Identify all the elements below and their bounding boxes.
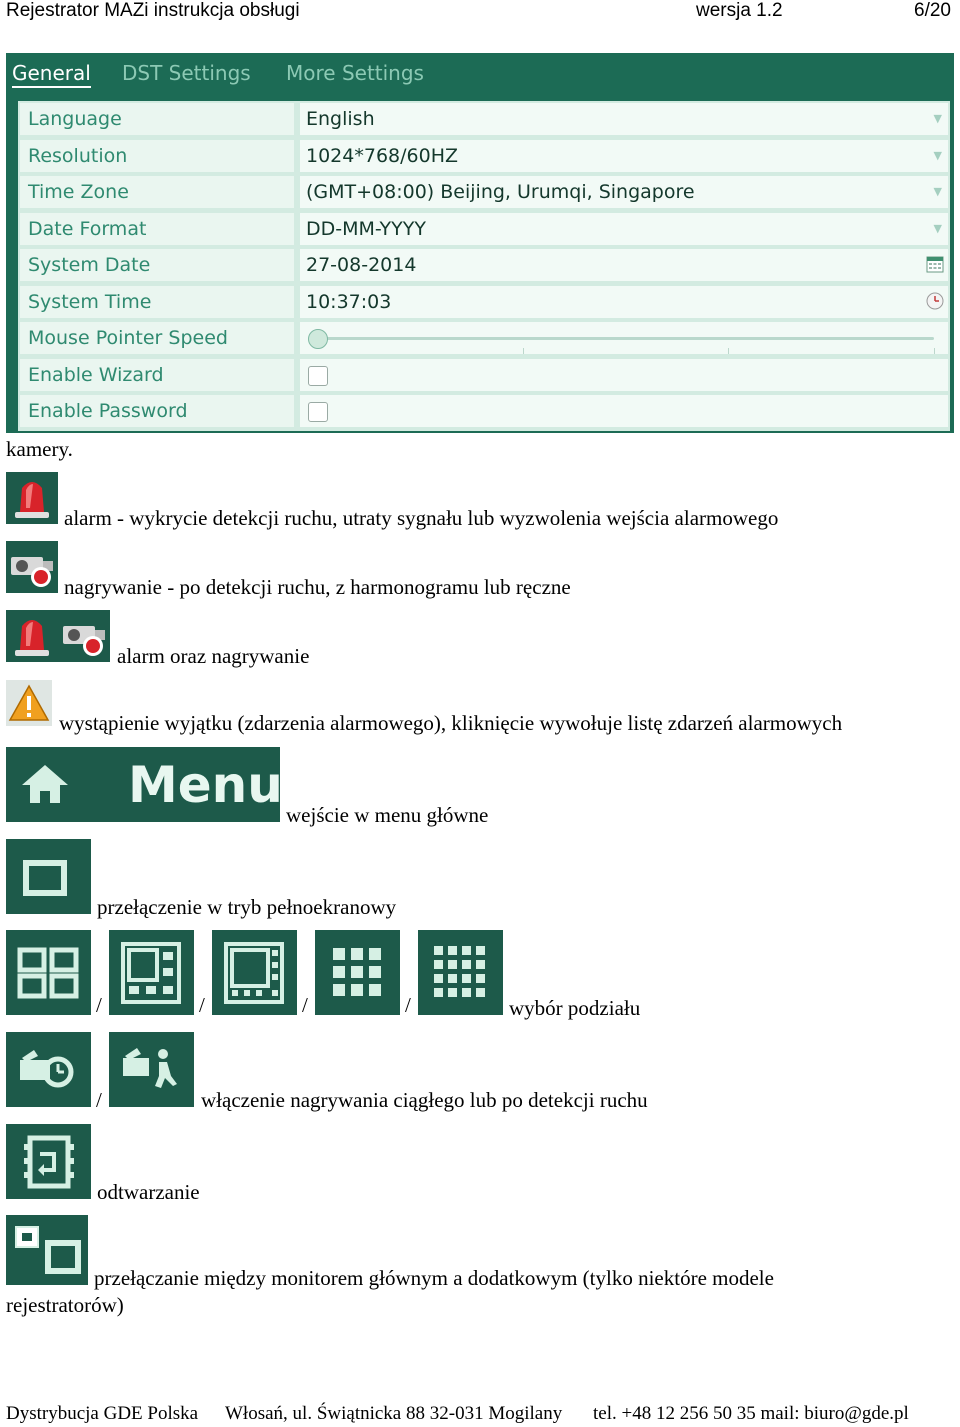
menu-button-label: Menu <box>128 756 283 814</box>
document-version: wersja 1.2 <box>696 0 783 21</box>
settings-row-language <box>18 101 950 135</box>
settings-row-date-format <box>18 211 950 245</box>
settings-row-mouse-pointer-speed <box>18 320 950 354</box>
mouse-speed-slider-track[interactable] <box>316 337 934 340</box>
warning-icon <box>6 680 52 726</box>
enable-password-label: Enable Password <box>20 395 294 427</box>
footer-address: Włosań, ul. Świątnicka 88 32-031 Mogilany <box>225 1403 563 1424</box>
intro-fragment: kamery. <box>6 437 73 461</box>
time-zone-value: (GMT+08:00) Beijing, Urumqi, Singapore <box>306 181 695 203</box>
alarm-siren-icon <box>6 472 58 524</box>
tab-dst-settings[interactable]: DST Settings <box>122 61 251 85</box>
split-description: wybór podziału <box>509 996 641 1020</box>
chevron-down-icon[interactable]: ▼ <box>933 221 942 235</box>
system-date-field[interactable] <box>300 249 948 281</box>
split-6-icon <box>109 930 194 1015</box>
language-dropdown[interactable] <box>300 103 948 135</box>
alarm-recording-description: alarm oraz nagrywanie <box>117 644 310 668</box>
settings-row-time-zone <box>18 174 950 208</box>
split-16-icon <box>418 930 503 1015</box>
split-8-icon <box>212 930 297 1015</box>
slider-tick <box>523 348 524 354</box>
system-time-label: System Time <box>20 286 294 318</box>
chevron-down-icon[interactable]: ▼ <box>933 112 942 125</box>
playback-icon <box>6 1124 91 1199</box>
resolution-dropdown[interactable] <box>300 140 948 172</box>
split-separator: / <box>302 993 308 1017</box>
system-date-value: 27-08-2014 <box>306 254 417 276</box>
settings-tab-bar <box>6 53 954 91</box>
footer-contact: tel. +48 12 256 50 35 mail: biuro@gde.pl <box>593 1403 909 1424</box>
monitor-switch-description-line2: rejestratorów) <box>6 1293 124 1317</box>
document-title: Rejestrator MAZi instrukcja obsługi <box>6 0 300 21</box>
split-4-icon <box>6 930 91 1015</box>
system-date-label: System Date <box>20 249 294 281</box>
monitor-switch-description-line1: przełączanie między monitorem głównym a dodatkowym (tylko niektóre modele <box>94 1266 774 1290</box>
system-time-field[interactable] <box>300 286 948 318</box>
general-settings-panel <box>6 53 954 433</box>
monitor-switch-icon <box>6 1215 88 1285</box>
continuous-record-icon <box>6 1032 91 1107</box>
split-separator: / <box>199 993 205 1017</box>
settings-row-resolution <box>18 138 950 172</box>
language-label: Language <box>20 103 294 135</box>
tab-more-settings[interactable]: More Settings <box>286 61 424 85</box>
mouse-speed-slider-handle[interactable] <box>308 329 328 349</box>
record-mode-description: włączenie nagrywania ciągłego lub po detekcji ruchu <box>201 1088 648 1112</box>
footer-company: Dystrybucja GDE Polska <box>6 1403 199 1424</box>
split-separator: / <box>405 993 411 1017</box>
date-format-dropdown[interactable] <box>300 213 948 245</box>
menu-button[interactable] <box>6 747 283 822</box>
calendar-icon[interactable] <box>926 255 944 273</box>
playback-description: odtwarzanie <box>97 1180 200 1204</box>
mouse-pointer-speed-label: Mouse Pointer Speed <box>20 322 294 354</box>
time-zone-label: Time Zone <box>20 176 294 208</box>
fullscreen-icon <box>6 839 91 914</box>
date-format-value: DD-MM-YYYY <box>306 217 426 240</box>
motion-record-icon <box>109 1032 194 1107</box>
language-value: English <box>306 108 375 130</box>
time-zone-dropdown[interactable] <box>300 176 948 208</box>
mouse-pointer-speed-cell <box>300 322 948 354</box>
enable-password-cell <box>300 395 948 427</box>
menu-description: wejście w menu główne <box>286 803 489 827</box>
resolution-label: Resolution <box>20 140 294 172</box>
recording-description: nagrywanie - po detekcji ruchu, z harmonogramu lub ręczne <box>64 575 571 599</box>
alarm-description: alarm - wykrycie detekcji ruchu, utraty sygnału lub wyzwolenia wejścia alarmowego <box>64 506 779 530</box>
chevron-down-icon[interactable]: ▼ <box>933 148 942 162</box>
split-separator: / <box>96 993 102 1017</box>
slider-tick <box>728 348 729 354</box>
recording-camera-icon <box>6 541 58 593</box>
clock-icon[interactable] <box>926 292 944 310</box>
enable-wizard-label: Enable Wizard <box>20 359 294 391</box>
resolution-value: 1024*768/60HZ <box>306 144 458 167</box>
settings-row-enable-password <box>18 393 950 427</box>
tab-general[interactable]: General <box>12 61 91 88</box>
enable-wizard-cell <box>300 359 948 391</box>
enable-wizard-checkbox[interactable] <box>308 366 328 386</box>
page-number: 6/20 <box>914 0 951 21</box>
settings-row-system-date <box>18 247 950 281</box>
date-format-label: Date Format <box>20 213 294 245</box>
record-mode-separator: / <box>96 1088 102 1112</box>
fullscreen-description: przełączenie w tryb pełnoekranowy <box>97 895 397 919</box>
chevron-down-icon[interactable]: ▼ <box>933 185 942 198</box>
settings-table <box>18 101 950 431</box>
split-9-icon <box>315 930 400 1015</box>
system-time-value: 10:37:03 <box>306 290 392 313</box>
settings-row-system-time <box>18 284 950 318</box>
recording-camera-icon <box>58 610 110 662</box>
settings-row-enable-wizard <box>18 357 950 391</box>
enable-password-checkbox[interactable] <box>308 402 328 422</box>
alarm-siren-icon <box>6 610 58 662</box>
slider-tick <box>934 348 935 354</box>
exception-description: wystąpienie wyjątku (zdarzenia alarmowego), kliknięcie wywołuje listę zdarzeń alarmowych <box>59 711 843 735</box>
home-icon <box>20 763 70 805</box>
